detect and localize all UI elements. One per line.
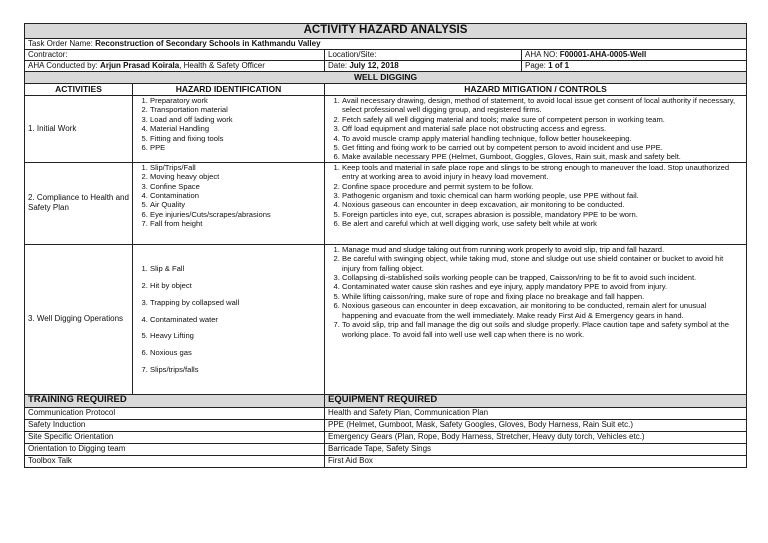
hazard-item: 4. Contaminated water [150, 315, 321, 324]
col-header-mitigation: HAZARD MITIGATION / CONTROLS [325, 84, 747, 96]
conducted-by-cell [25, 61, 325, 72]
control-item: 2. Confine space procedure and permit system to be follow. [342, 182, 743, 191]
document-title: ACTIVITY HAZARD ANALYSIS [25, 24, 747, 39]
hazard-item: 3. Trapping by collapsed wall [150, 298, 321, 307]
control-item: 4. To avoid muscle cramp apply material handling technique, follow better housekeeping. [342, 134, 743, 143]
control-item: 3. Collapsing di-stablished soils working people can be trapped, Caisson/ring to be fit to avoid such incident. [342, 273, 743, 282]
equipment-header: EQUIPMENT REQUIRED [325, 394, 747, 407]
hazard-item: 5. Fitting and fixing tools [150, 134, 321, 143]
hazard-item: 7. Slips/trips/falls [150, 365, 321, 374]
location-cell: Location/Site: [325, 50, 522, 61]
equipment-item: PPE (Helmet, Gumboot, Mask, Safety Googles, Gloves, Body Harness, Rain Suit etc.) [325, 419, 747, 431]
control-item: 3. Pathogenic organism and toxic chemical can harm working people, use PPE without fail. [342, 191, 743, 200]
control-item: 6. Noxious gaseous can encounter in deep excavation, air monitoring to be conducted, remain alert for unusual happening and evacuate from the well immediately. Make ready First Aid & Emergency gears in hand. [342, 301, 743, 320]
training-item: Orientation to Digging team [25, 443, 325, 455]
activity-cell: 2. Compliance to Health and Safety Plan [25, 162, 133, 244]
aha-no-cell [522, 50, 747, 61]
control-item: 1. Keep tools and material in safe place rope and slings to be strong enough to maneuver the load. Stop unauthorized entry at working area to avoid injury in heavy load movement. [342, 163, 743, 182]
table-row [25, 455, 747, 467]
hazard-item: 2. Transportation material [150, 105, 321, 114]
equipment-item: Barricade Tape, Safety Sings [325, 443, 747, 455]
training-item: Safety Induction [25, 419, 325, 431]
page-cell [522, 61, 747, 72]
equipment-item: Health and Safety Plan, Communication Plan [325, 407, 747, 419]
hazard-item: 3. Confine Space [150, 182, 321, 191]
table-row [25, 244, 747, 394]
hazard-item: 1. Slip/Trips/Fall [150, 163, 321, 172]
section-title: WELL DIGGING [25, 72, 747, 84]
contractor-cell: Contractor: [25, 50, 325, 61]
hazard-list [136, 163, 321, 229]
control-item: 5. Get fitting and fixing work to be carried out by competent person to avoid incident and use PPE. [342, 143, 743, 152]
controls-cell [325, 162, 747, 244]
aha-no-label: AHA NO: [525, 50, 560, 59]
task-order-label: Task Order Name: [28, 39, 96, 48]
hazard-list [136, 96, 321, 152]
conducted-role: , Health & Safety Officer [179, 61, 265, 70]
control-item: 5. Foreign particles into eye, cut, scrapes abrasion is possible, mandatory PPE to be worn. [342, 210, 743, 219]
controls-list [328, 245, 743, 339]
control-item: 7. To avoid slip, trip and fall manage the dig out soils and sludge properly. Place caution tape and safety symbol at the working place. To avoid fall into well use well cap when there is no work. [342, 320, 743, 339]
date-cell [325, 61, 522, 72]
task-order-cell [25, 39, 747, 50]
control-item: 4. Contaminated water cause skin rashes and eye injury, apply mandatory PPE to avoid from injury. [342, 282, 743, 291]
table-row [25, 407, 747, 419]
control-item: 6. Make available necessary PPE (Helmet, Gumboot, Goggles, Gloves, Rain suit, mask and safety belt. [342, 152, 743, 161]
hazard-list [136, 264, 321, 374]
page-value: 1 of 1 [548, 61, 570, 70]
hazard-cell [133, 96, 325, 163]
task-order-value: Reconstruction of Secondary Schools in Kathmandu Valley [95, 39, 321, 48]
hazard-item: 7. Fall from height [150, 219, 321, 228]
table-row [25, 162, 747, 244]
hazard-item: 6. Eye injuries/Cuts/scrapes/abrasions [150, 210, 321, 219]
equipment-item: Emergency Gears (Plan, Rope, Body Harness, Stretcher, Heavy duty torch, Vehicles etc.) [325, 431, 747, 443]
control-item: 1. Avail necessary drawing, design, method of statement, to avoid local issue get consent of local authority if necessary, select professional well digging group, and registered firms. [342, 96, 743, 115]
hazard-item: 5. Heavy Lifting [150, 331, 321, 340]
date-value: July 12, 2018 [349, 61, 399, 70]
hazard-item: 2. Moving heavy object [150, 172, 321, 181]
table-row [25, 419, 747, 431]
control-item: 6. Be alert and careful which at well digging work, use safety belt while at work [342, 219, 743, 228]
hazard-item: 2. Hit by object [150, 281, 321, 290]
hazard-item: 5. Air Quality [150, 200, 321, 209]
hazard-item: 1. Slip & Fall [150, 264, 321, 273]
table-row [25, 96, 747, 163]
control-item: 2. Fetch safely all well digging material and tools; make sure of competent person in working team. [342, 115, 743, 124]
hazard-item: 6. Noxious gas [150, 348, 321, 357]
controls-cell [325, 244, 747, 394]
controls-list [328, 96, 743, 162]
controls-cell [325, 96, 747, 163]
conducted-name: Arjun Prasad Koirala [100, 61, 180, 70]
table-row [25, 431, 747, 443]
hazard-cell [133, 162, 325, 244]
hazard-item: 4. Material Handling [150, 124, 321, 133]
hazard-cell [133, 244, 325, 394]
hazard-item: 1. Preparatory work [150, 96, 321, 105]
control-item: 2. Be careful with swinging object, while taking mud, stone and sludge out use shield container or bucket to avoid hit injury from falling object. [342, 254, 743, 273]
controls-list [328, 163, 743, 229]
hazard-item: 6. PPE [150, 143, 321, 152]
training-item: Communication Protocol [25, 407, 325, 419]
hazard-item: 3. Load and off lading work [150, 115, 321, 124]
col-header-activities: ACTIVITIES [25, 84, 133, 96]
equipment-item: First Aid Box [325, 455, 747, 467]
control-item: 1. Manage mud and sludge taking out from running work properly to avoid slip, trip and fall hazard. [342, 245, 743, 254]
control-item: 4. Noxious gaseous can encounter in deep excavation, air monitoring to be conducted. [342, 200, 743, 209]
table-row [25, 443, 747, 455]
aha-sheet [24, 23, 746, 468]
activity-cell: 1. Initial Work [25, 96, 133, 163]
aha-no-value: F00001-AHA-0005-Well [559, 50, 647, 59]
page-label: Page: [525, 61, 549, 70]
control-item: 3. Off load equipment and material safe place not obstructing access and egress. [342, 124, 743, 133]
activity-cell: 3. Well Digging Operations [25, 244, 133, 394]
training-header: TRAINING REQUIRED [25, 394, 325, 407]
control-item: 5. While lifting caisson/ring, make sure of rope and fixing place no breakage and fall happen. [342, 292, 743, 301]
date-label: Date: [328, 61, 350, 70]
aha-table [24, 23, 747, 468]
training-item: Site Specific Orientation [25, 431, 325, 443]
hazard-item: 4. Contamination [150, 191, 321, 200]
conducted-label: AHA Conducted by: [28, 61, 101, 70]
col-header-hazards: HAZARD IDENTIFICATION [133, 84, 325, 96]
training-item: Toolbox Talk [25, 455, 325, 467]
